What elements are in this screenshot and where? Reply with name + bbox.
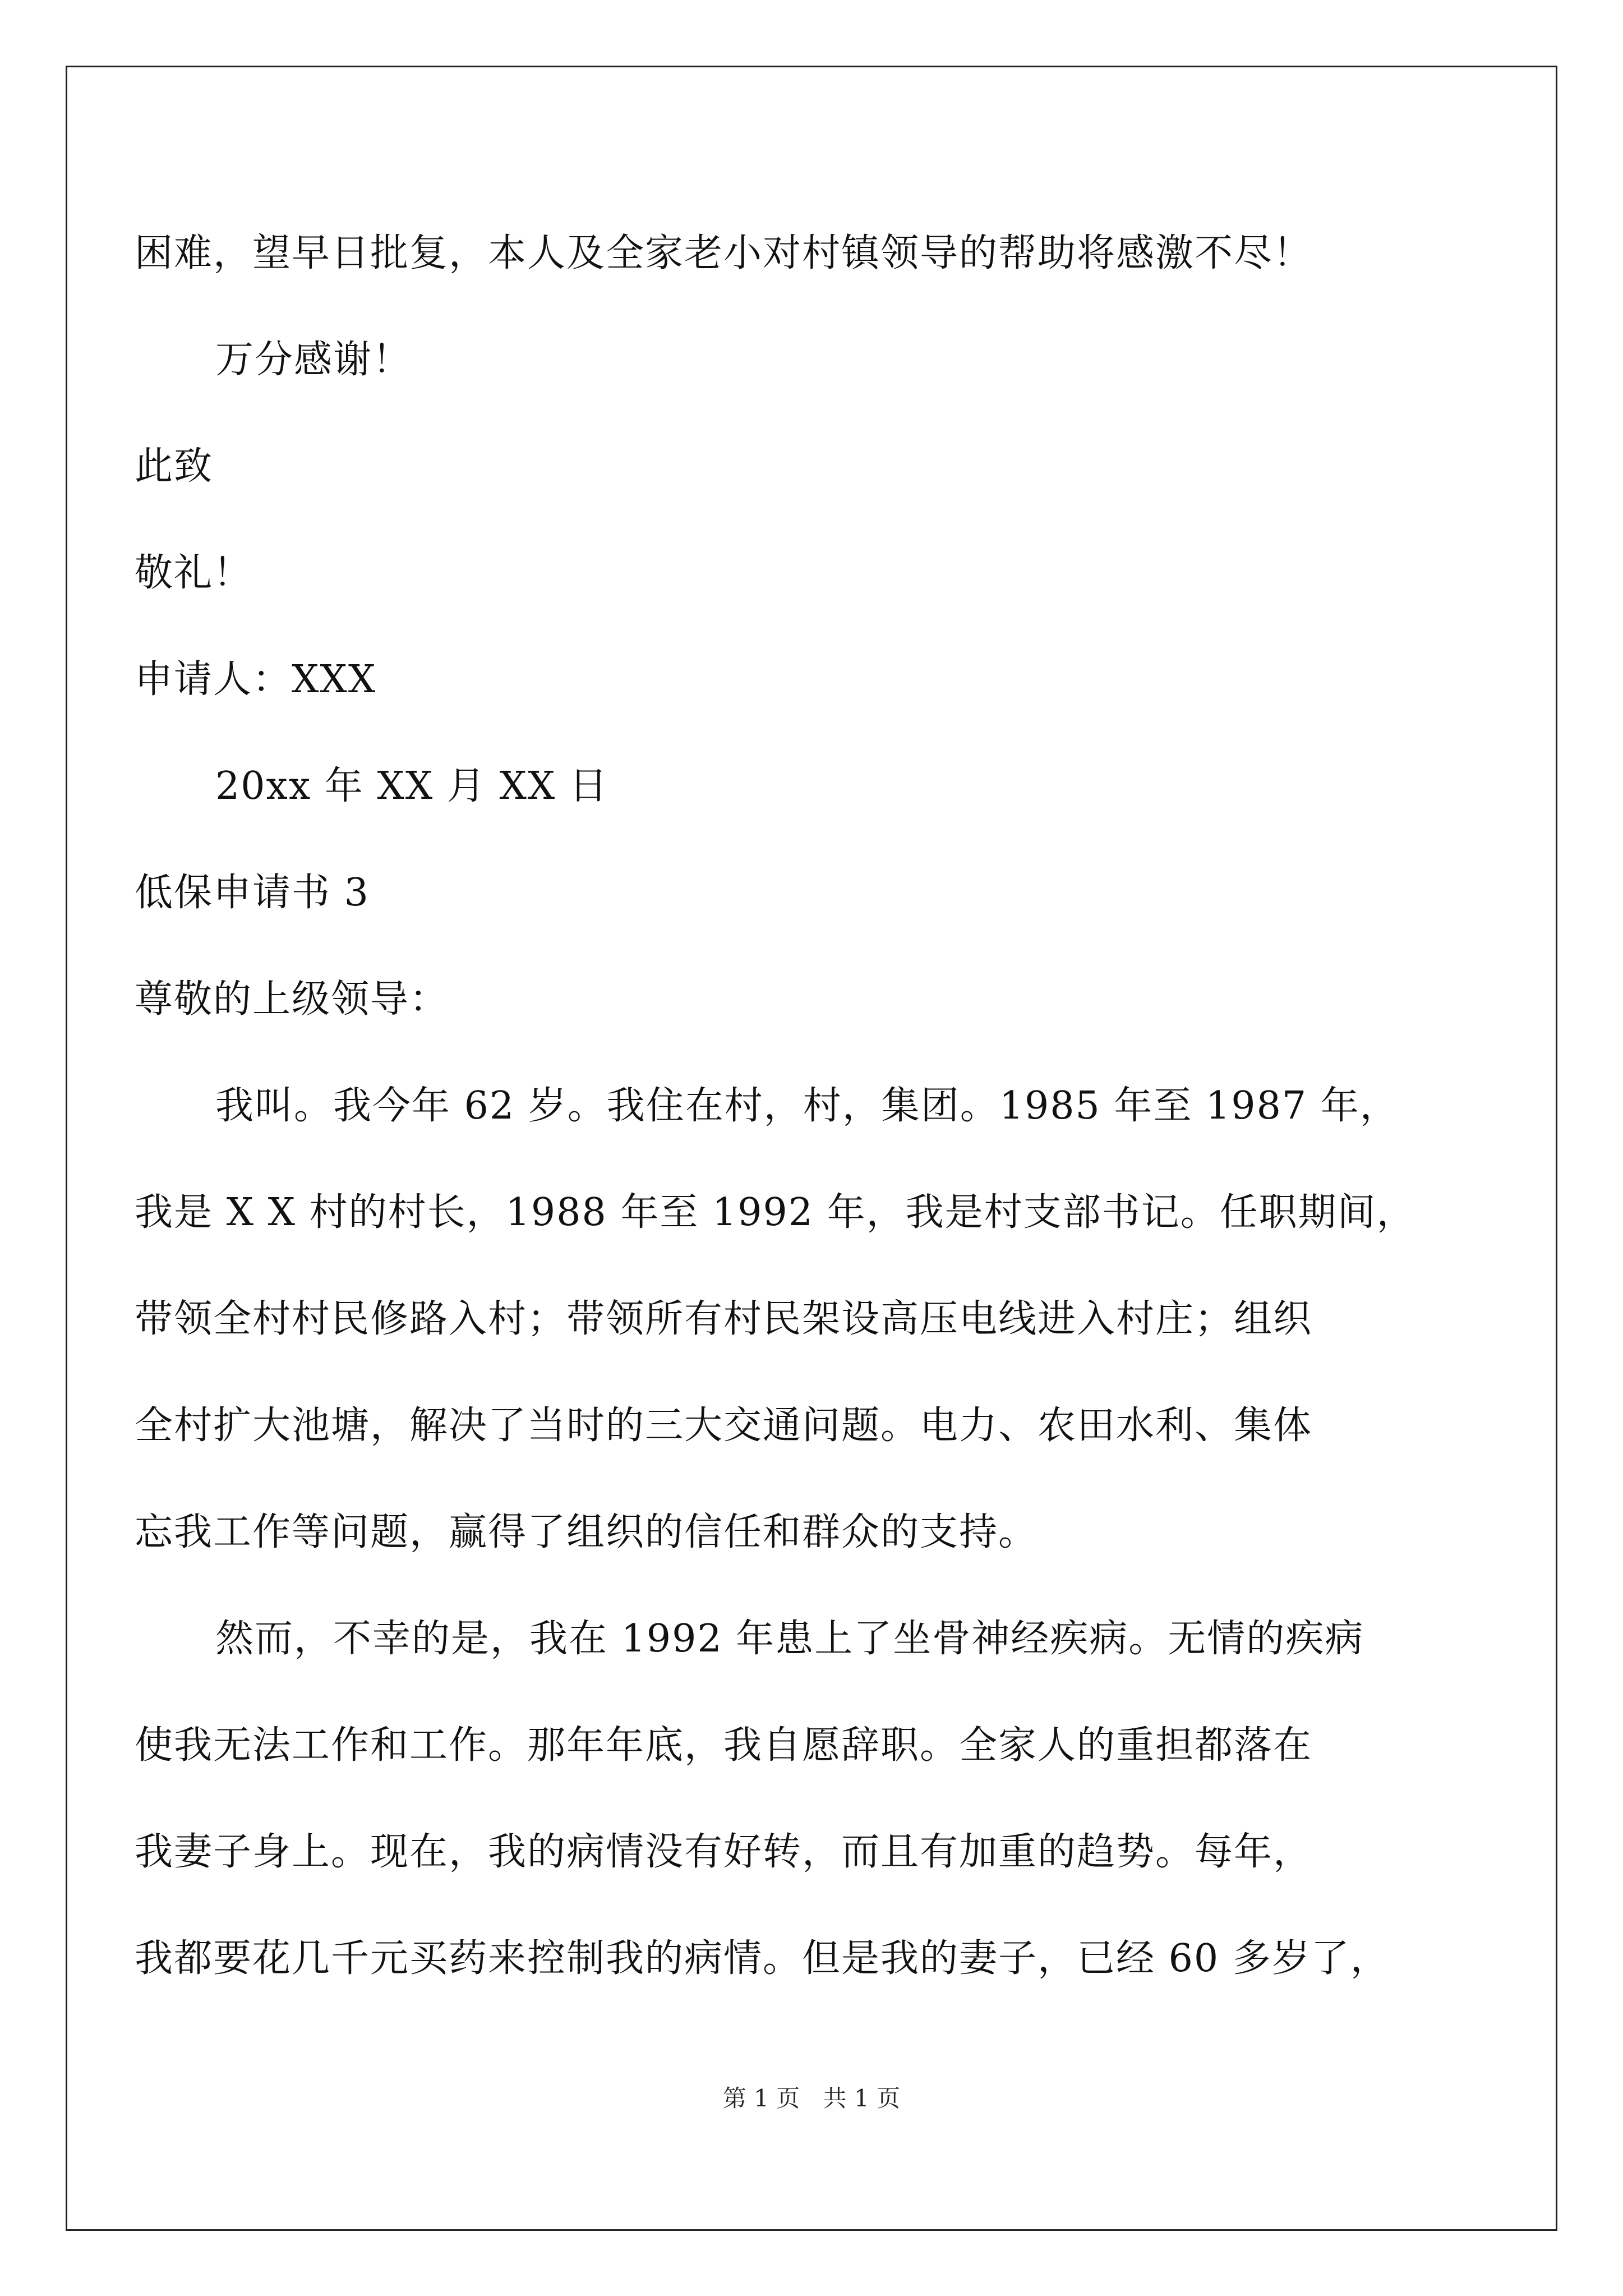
salutation-cizhi: 此致 bbox=[135, 444, 214, 489]
body-line-10: 我都要花几千元买药来控制我的病情。但是我的妻子，已经 60 多岁了， bbox=[135, 1936, 1390, 1981]
body-line-6: 忘我工作等问题，赢得了组织的信任和群众的支持。 bbox=[135, 1510, 1038, 1554]
body-line-4: 带领全村村民修路入村；带领所有村民架设高压电线进入村庄；组织 bbox=[135, 1297, 1313, 1341]
salutation-jingli: 敬礼！ bbox=[135, 551, 253, 595]
section-title: 低保申请书 3 bbox=[135, 871, 370, 915]
body-line-3: 我是 X X 村的村长，1988 年至 1992 年，我是村支部书记。任职期间， bbox=[135, 1190, 1416, 1235]
body-line-5: 全村扩大池塘，解决了当时的三大交通问题。电力、农田水利、集体 bbox=[135, 1404, 1313, 1448]
total-pages: 共 1 页 bbox=[823, 2085, 901, 2112]
body-line-2: 我叫。我今年 62 岁。我住在村，村，集团。1985 年至 1987 年， bbox=[215, 1084, 1399, 1128]
closing-thanks: 万分感谢！ bbox=[215, 338, 412, 382]
greeting-line: 尊敬的上级领导： bbox=[135, 977, 449, 1022]
page-footer bbox=[0, 2087, 1623, 2110]
body-line-8: 使我无法工作和工作。那年年底，我自愿辞职。全家人的重担都落在 bbox=[135, 1723, 1313, 1768]
date-line: 20xx 年 XX 月 XX 日 bbox=[215, 764, 608, 808]
page-border bbox=[66, 66, 1557, 2231]
body-line-9: 我妻子身上。现在，我的病情没有好转，而且有加重的趋势。每年， bbox=[135, 1830, 1313, 1874]
page-number: 第 1 页 bbox=[722, 2085, 800, 2112]
body-line-1: 困难，望早日批复，本人及全家老小对村镇领导的帮助将感激不尽！ bbox=[135, 231, 1313, 275]
body-line-7: 然而，不幸的是，我在 1992 年患上了坐骨神经疾病。无情的疾病 bbox=[215, 1617, 1364, 1661]
applicant-line: 申请人：XXX bbox=[135, 657, 377, 702]
